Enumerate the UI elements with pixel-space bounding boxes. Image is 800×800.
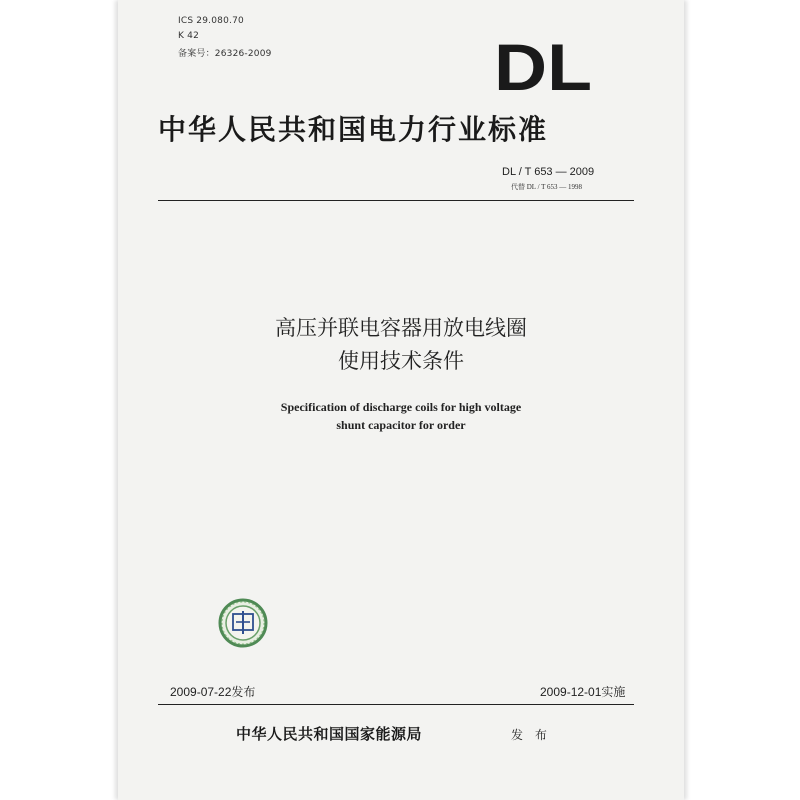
title-cn-line1: 高压并联电容器用放电线圈 — [275, 316, 527, 340]
ics-code: ICS 29.080.70 — [178, 16, 244, 26]
record-number: 备案号：26326-2009 — [178, 49, 272, 59]
category-code: K 42 — [178, 31, 200, 41]
dl-logo-text: DL — [494, 40, 592, 92]
title-cn-line2: 使用技术条件 — [338, 349, 464, 373]
title-en-line2: shunt capacitor for order — [336, 418, 466, 432]
dl-logo — [493, 40, 593, 92]
standard-cover — [118, 0, 684, 800]
org-title: 中华人民共和国电力行业标准 — [158, 113, 549, 146]
issue-label: 发 布 — [511, 728, 551, 742]
title-en-line1: Specification of discharge coils for high voltage — [280, 400, 522, 414]
publisher-seal-icon — [218, 598, 268, 648]
issuing-authority: 中华人民共和国国家能源局 — [236, 725, 423, 743]
standard-number: DL / T 653 — 2009 — [502, 166, 595, 178]
top-divider — [158, 200, 634, 201]
implement-date: 2009-12-01实施 — [540, 685, 626, 699]
publish-date: 2009-07-22发布 — [170, 685, 256, 699]
bottom-divider — [158, 704, 634, 705]
replaced-standard: 代替 DL / T 653 — 1998 — [511, 183, 583, 191]
